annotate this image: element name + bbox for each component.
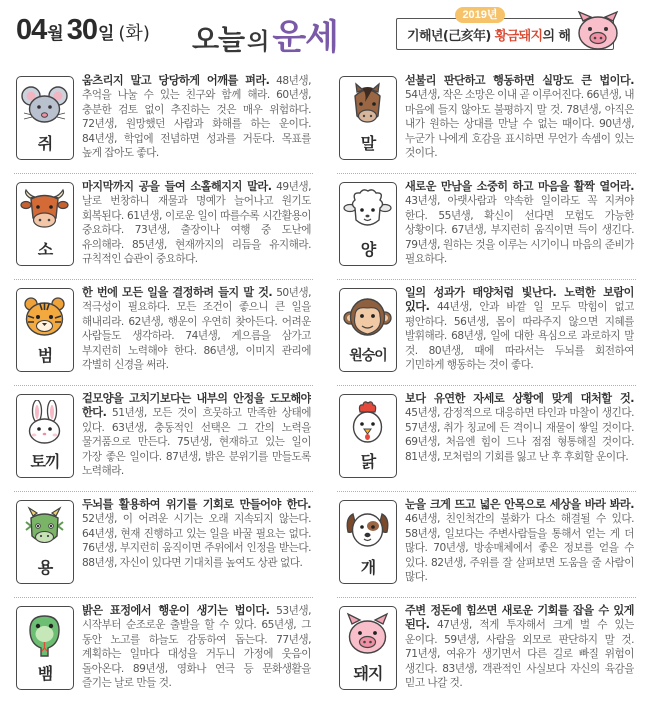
fortune-cell-dragon <box>14 492 313 598</box>
rabbit-icon <box>20 400 69 446</box>
fortune-lead: 눈을 크게 뜨고 넓은 안목으로 세상을 바라 봐라. <box>405 498 634 511</box>
page-header <box>0 0 649 62</box>
animal-name: 개 <box>360 558 376 577</box>
fortune-text <box>405 180 634 266</box>
fortune-lead: 한 번에 모든 일을 결정하려 들지 말 것. <box>82 286 273 299</box>
fortune-cell-rabbit <box>14 386 313 492</box>
fortune-text <box>405 286 634 372</box>
dog-icon <box>343 506 392 552</box>
year-text-prefix: 기해년(己亥年) <box>407 29 495 44</box>
animal-name: 돼지 <box>353 664 383 683</box>
animal-name: 말 <box>360 134 376 153</box>
rat-icon <box>20 82 69 128</box>
fortune-lead: 움츠리지 말고 당당하게 어깨를 펴라. <box>82 74 270 87</box>
fortune-lead: 새로운 만남을 소중히 하고 마음을 활짝 열어라. <box>405 180 634 193</box>
fortune-cell-monkey <box>337 280 636 386</box>
fortune-lead: 밝은 표정에서 행운이 생기는 법이다. <box>82 604 270 617</box>
animal-name: 닭 <box>360 452 376 471</box>
animal-card <box>339 288 397 372</box>
fortune-lead: 일의 성과가 태양처럼 빛난다. 노력한 보람이 있다. <box>405 286 634 314</box>
fortune-body: 47년생, 적게 투자해서 크게 벌 수 있는 운이다. 59년생, 사람을 외모로 판단하지 말 것. 71년생, 여유가 생기면서 다른 길로 빠질 위험이 생긴다. 83년생, 객관적인 사실보다 자신의 육감을 믿고 나갈 것. <box>405 619 634 690</box>
fortune-cell-sheep <box>337 174 636 280</box>
day-unit: 일 <box>97 24 115 44</box>
fortune-body: 44년생, 안과 바깥 일 모두 막힘이 없고 평안하다. 56년생, 몸이 따라주지 않으면 지혜를 발휘해라. 68년생, 일에 대한 욕심으로 과로하지 말 것. 80년생, 때에 따라서는 두뇌를 회전하여 기민하게 행동하는 것이 좋다. <box>405 301 634 372</box>
fortune-body: 53년생, 시작부터 순조로운 출발을 할 수 있다. 65년생, 그 동안 노고를 하늘도 감동하여 돕는다. 77년생, 계획하는 일마다 대성을 거두니 가정에 웃음이 돌아온다. 89년생, 영화나 연극 등 문화생활을 즐기는 날로 만들 것. <box>82 605 311 690</box>
fortune-body: 49년생, 날로 번창하니 재물과 명예가 늘어나고 원기도 회복된다. 61년생, 이로운 일이 따를수록 시간활용이 중요하다. 73년생, 출장이나 여행 중 도난에 유의해라. 85년생, 현재까지의 리듬을 유지해라. 규칙적인 습관이 중요하다. <box>82 181 311 266</box>
month-unit: 월 <box>47 24 64 44</box>
fortune-body: 50년생, 적극성이 필요하다. 모든 조건이 좋으니 큰 일을 해내리라. 62년생, 행운이 우연히 찾아든다. 어려운 사람들도 생각하라. 74년생, 게으름을 삼가고 부지런히 노력해야 한다. 86년생, 이미지 관리에 각별히 신경을 써라. <box>82 287 311 372</box>
animal-card <box>16 76 74 160</box>
fortune-cell-snake <box>14 598 313 704</box>
fortune-cell-rat <box>14 68 313 174</box>
pig-icon <box>343 612 392 658</box>
fortune-grid <box>14 68 636 704</box>
fortune-body: 48년생, 추억을 나눌 수 있는 친구와 함께 해라. 60년생, 충분한 검토 없이 추진하는 것은 매우 위험하다. 72년생, 원망했던 사람과 화해를 하는 운이다. 84년생, 학업에 전념하면 성과를 거둔다. 목표를 높게 잡아도 좋다. <box>82 75 311 160</box>
horse-icon <box>343 82 392 128</box>
animal-card <box>16 606 74 690</box>
fortune-text <box>82 498 311 570</box>
fortune-cell-dog <box>337 492 636 598</box>
fortune-text <box>405 392 634 464</box>
fortune-lead: 두뇌를 활용하여 위기를 기회로 만들어야 한다. <box>82 498 311 511</box>
fortune-cell-tiger <box>14 280 313 386</box>
tiger-icon <box>20 294 69 340</box>
month-number: 04 <box>16 14 47 46</box>
year-text-suffix: 의 해 <box>542 29 571 44</box>
fortune-text <box>405 498 634 584</box>
weekday: (화) <box>118 23 150 44</box>
fortune-lead: 섣불리 판단하고 행동하면 실망도 큰 법이다. <box>405 74 634 87</box>
dragon-icon <box>20 506 69 552</box>
snake-icon <box>20 612 69 658</box>
animal-card <box>16 288 74 372</box>
fortune-body: 52년생, 이 어려운 시기는 오래 지속되지 않는다. 64년생, 현재 진행하고 있는 일을 바꿀 필요는 없다. 76년생, 부지런히 움직이면 주위에서 인정을 받는다. 88년생, 자신이 있다면 기대치를 높여도 상관 없다. <box>82 513 311 569</box>
animal-name: 용 <box>37 558 53 577</box>
fortune-text <box>82 180 311 266</box>
fortune-text <box>82 286 311 372</box>
fortune-body: 46년생, 친인척간의 불화가 다소 해결될 수 있다. 58년생, 일보다는 주변사람들을 통해서 얻는 게 더 많다. 70년생, 방송매체에서 좋은 정보를 얻을 수 있다. 82년생, 주위를 잘 살펴보면 도움을 줄 사람이 많다. <box>405 513 634 584</box>
fortune-body: 51년생, 모든 것이 흐뭇하고 만족한 상태에 있다. 63년생, 충동적인 선택은 그 간의 노력을 물거품으로 만든다. 75년생, 현재하고 있는 일이 가장 좋은 일이다. 87년생, 밝은 분위기를 만들도록 노력해라. <box>82 407 311 478</box>
fortune-body: 45년생, 감정적으로 대응하면 타인과 마찰이 생긴다. 57년생, 취가 칭교에 든 격이니 재물이 쌓일 것이다. 69년생, 처음엔 힘이 드나 점점 형통해질 것이다. 81년생, 모처럼의 기회를 잃고 난 후 후회할 운이다. <box>405 407 634 463</box>
animal-card <box>339 182 397 266</box>
year-text <box>407 25 570 44</box>
animal-name: 양 <box>360 240 376 259</box>
animal-card <box>339 500 397 584</box>
animal-card <box>16 394 74 478</box>
animal-card <box>339 606 397 690</box>
animal-name: 뱀 <box>37 664 53 683</box>
year-badge: 2019년 <box>455 7 505 23</box>
animal-card <box>16 500 74 584</box>
monkey-icon <box>343 294 392 340</box>
fortune-cell-rooster <box>337 386 636 492</box>
fortune-body: 43년생, 아랫사람과 약속한 일이라도 꼭 지켜야 한다. 55년생, 확신이 선다면 모험도 가능한 상황이다. 67년생, 부지런히 움직이면 득이 생긴다. 79년생, 원하는 것을 이루는 시기이니 마음의 준비가 필요하다. <box>405 195 634 266</box>
title-part2: 의 <box>247 29 270 55</box>
animal-name: 토끼 <box>30 452 60 471</box>
title-part3: 운세 <box>272 18 338 58</box>
animal-name: 소 <box>37 240 53 259</box>
fortune-cell-ox <box>14 174 313 280</box>
animal-card <box>16 182 74 266</box>
golden-pig-icon <box>575 11 621 51</box>
fortune-text <box>82 74 311 160</box>
fortune-lead: 주변 정돈에 힘쓰면 새로운 기회를 잡을 수 있게 된다. <box>405 604 634 632</box>
day-number: 30 <box>66 14 97 46</box>
fortune-lead: 보다 유연한 자세로 상황에 맞게 대처할 것. <box>405 392 634 405</box>
fortune-text <box>82 604 311 690</box>
fortune-text <box>82 392 311 478</box>
animal-name: 범 <box>37 346 53 365</box>
fortune-cell-horse <box>337 68 636 174</box>
animal-name: 쥐 <box>37 134 53 153</box>
sheep-icon <box>343 188 392 234</box>
animal-card <box>339 76 397 160</box>
fortune-text <box>405 604 634 690</box>
title-part1: 오늘 <box>192 23 245 56</box>
fortune-body: 54년생, 작은 소망은 이내 곧 이루어진다. 66년생, 내 마음에 들지 않아도 불평하지 말 것. 78년생, 아직은 내가 원하는 상대를 만날 수 없는 때이다. 90년생, 누군가 나에게 호감을 표시하면 무언가 속셈이 있는 것이다. <box>405 89 634 160</box>
animal-card <box>339 394 397 478</box>
ox-icon <box>20 188 69 234</box>
fortune-text <box>405 74 634 160</box>
rooster-icon <box>343 400 392 446</box>
fortune-cell-pig <box>337 598 636 704</box>
page-title <box>192 10 338 60</box>
year-text-highlight: 황금돼지 <box>494 29 543 44</box>
fortune-lead: 겉모양을 고치기보다는 내부의 안정을 도모해야 한다. <box>82 392 311 420</box>
animal-name: 원숭이 <box>349 348 387 364</box>
date-display <box>16 14 153 54</box>
fortune-lead: 마지막까지 공을 들여 소홀해지지 말라. <box>82 180 272 193</box>
